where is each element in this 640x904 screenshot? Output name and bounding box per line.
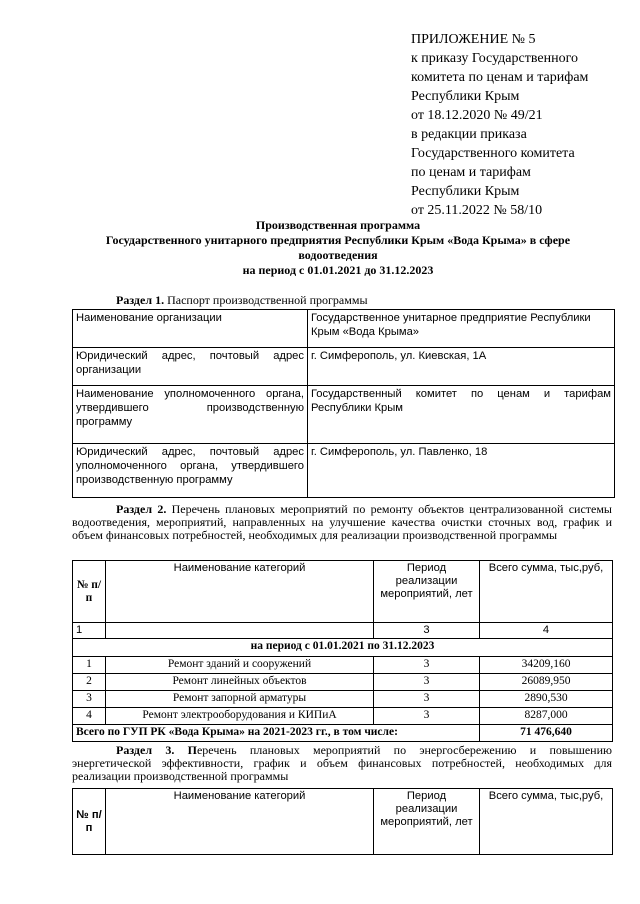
section2-paragraph (72, 503, 612, 543)
table-cell: Юридический адрес, почтовый адрес организации (73, 348, 308, 386)
table-cell: 26089,950 (480, 674, 613, 691)
table-cell: 3 (73, 691, 106, 708)
passport-table (72, 309, 615, 498)
period-cell: на период с 01.01.2021 по 31.12.2023 (73, 639, 613, 657)
table-index-row (73, 623, 613, 639)
table-cell: Наименование организации (73, 310, 308, 348)
table-cell: Ремонт зданий и сооружений (106, 657, 374, 674)
table-cell: Государственное унитарное предприятие Республики Крым «Вода Крыма» (308, 310, 615, 348)
total-label: Всего по ГУП РК «Вода Крыма» на 2021-2023 гг., в том числе: (73, 725, 480, 742)
section1-text: Паспорт производственной программы (167, 293, 368, 307)
table-cell: г. Симферополь, ул. Павленко, 18 (308, 444, 615, 498)
appendix-line: от 18.12.2020 № 49/21 (411, 108, 543, 123)
header-num: № п/п (73, 789, 106, 855)
table-row (73, 386, 615, 444)
section2-text: Перечень плановых мероприятий по ремонту объектов централизованной системы водоотведения, мероприятий, направленных на улучшение качества очистки сточных вод, график и объем финансовых потребностей, необходимых для реализации производственной программы (72, 502, 612, 543)
section1-heading (116, 294, 368, 307)
appendix-line: по ценам и тарифам (411, 165, 531, 180)
table-cell: Ремонт электрооборудования и КИПиА (106, 708, 374, 725)
table-cell (106, 623, 374, 639)
repair-table (72, 560, 613, 742)
table-cell: 8287,000 (480, 708, 613, 725)
table-row (73, 674, 613, 691)
appendix-line: Республики Крым (411, 89, 520, 104)
appendix-line: комитета по ценам и тарифам (411, 70, 589, 85)
document-title (60, 218, 616, 278)
table-cell: 2 (73, 674, 106, 691)
section3-paragraph (72, 744, 612, 784)
table-row (73, 310, 615, 348)
appendix-line: в редакции приказа (411, 127, 527, 142)
table-cell: Юридический адрес, почтовый адрес уполномоченного органа, утвердившего производственную программу (73, 444, 308, 498)
table-cell: Государственный комитет по ценам и тарифам Республики Крым (308, 386, 615, 444)
table-cell: 1 (73, 623, 106, 639)
header-name: Наименование категорий (106, 561, 374, 623)
table-cell: 3 (374, 708, 480, 725)
energy-table (72, 788, 613, 855)
header-period: Период реализации мероприятий, лет (374, 561, 480, 623)
appendix-line: Государственного комитета (411, 146, 575, 161)
table-cell: 2890,530 (480, 691, 613, 708)
total-value: 71 476,640 (480, 725, 613, 742)
table-row (73, 708, 613, 725)
header-name: Наименование категорий (106, 789, 374, 855)
appendix-line: Республики Крым (411, 184, 520, 199)
header-sum: Всего сумма, тыс,руб, (480, 561, 613, 623)
table-header-row (73, 561, 613, 623)
section3-text: еречень плановых мероприятий по энергосбережению и повышению энергетической эффективности, график и объем финансовых потребностей, необходимых для реализации производственной программы (72, 743, 612, 784)
table-cell: Наименование уполномоченного органа, утвердившего производственную программу (73, 386, 308, 444)
table-row (73, 691, 613, 708)
table-header-row (73, 789, 613, 855)
table-cell: 4 (480, 623, 613, 639)
table-cell: Ремонт запорной арматуры (106, 691, 374, 708)
table-cell: 3 (374, 674, 480, 691)
appendix-line: от 25.11.2022 № 58/10 (411, 203, 543, 218)
title-line-2: Государственного унитарного предприятия Республики Крым «Вода Крыма» в сфере (105, 233, 571, 247)
table-total-row (73, 725, 613, 742)
header-num: № п/п (73, 561, 106, 623)
table-cell: Ремонт линейных объектов (106, 674, 374, 691)
appendix-line: ПРИЛОЖЕНИЕ № 5 (411, 32, 536, 47)
section3-letter: П (187, 743, 197, 757)
table-cell: 3 (374, 623, 480, 639)
title-line-4: на период с 01.01.2021 до 31.12.2023 (242, 263, 434, 277)
table-cell: 3 (374, 657, 480, 674)
section1-label: Раздел 1. (116, 293, 165, 307)
table-cell: 3 (374, 691, 480, 708)
title-line-3: водоотведения (298, 248, 378, 262)
table-row (73, 444, 615, 498)
header-sum: Всего сумма, тыс,руб, (480, 789, 613, 855)
header-period: Период реализации мероприятий, лет (374, 789, 480, 855)
title-line-1: Производственная программа (255, 218, 421, 232)
section3-label: Раздел 3. (116, 743, 175, 757)
table-cell: г. Симферополь, ул. Киевская, 1А (308, 348, 615, 386)
table-cell: 4 (73, 708, 106, 725)
table-row (73, 348, 615, 386)
appendix-block (411, 30, 588, 220)
table-cell: 34209,160 (480, 657, 613, 674)
appendix-line: к приказу Государственного (411, 51, 578, 66)
section2-label: Раздел 2. (116, 502, 167, 516)
table-row (73, 657, 613, 674)
table-period-row (73, 639, 613, 657)
table-cell: 1 (73, 657, 106, 674)
